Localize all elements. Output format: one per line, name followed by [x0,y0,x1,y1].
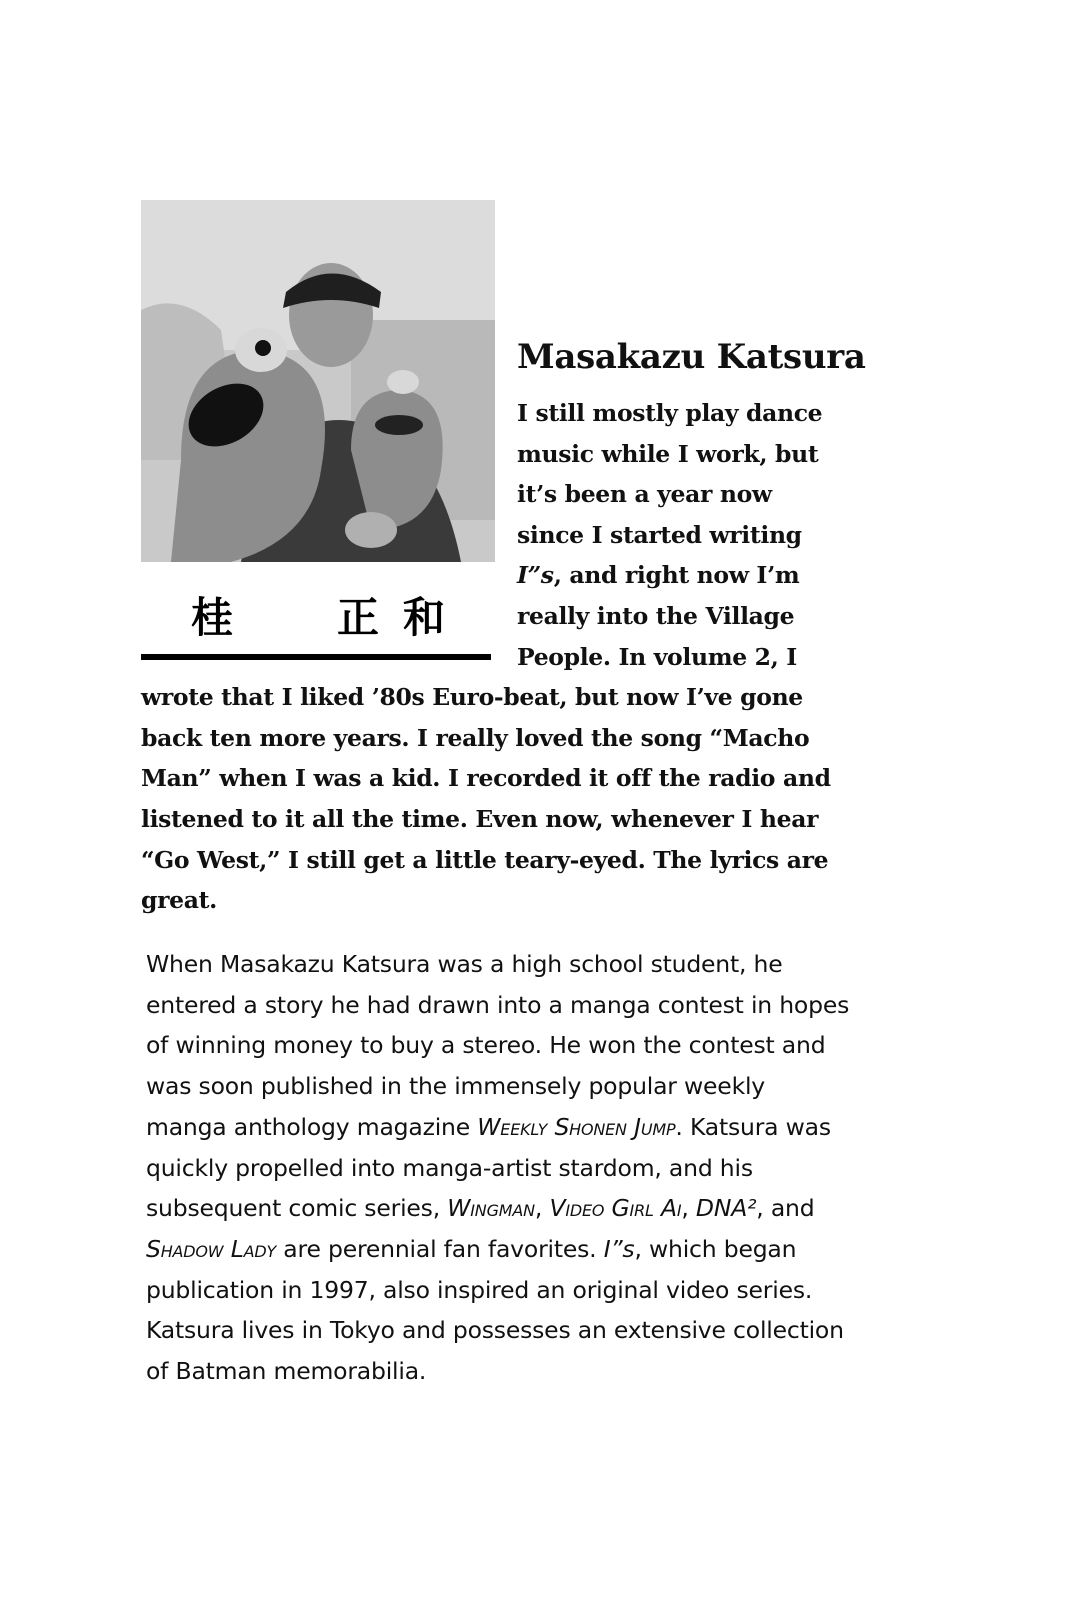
bio-series-wingman: Wingman [447,1194,535,1223]
comment-text-part1: I still mostly play dance music while I work, but it’s been a year now since I started writing [517,399,823,549]
comment-text-part2: , and right now I’m really into the Village People. In volume 2, I wrote that I liked ’80s Euro-beat, but now I’ve gone back ten more years. I really loved the song “Macho Man” when I was a kid. I recorded it off the radio and listened to it all the time. Even now, whenever I hear “Go West,” I still get a little teary-eyed. The lyrics are great. [141,561,831,915]
bio-separator-2: , [681,1194,696,1223]
bio-text-4: , which began publication in 1997, also inspired an original video series. Katsura lives in Tokyo and possesses an extensive collection of Batman memorabilia. [146,1234,844,1386]
bio-series-dna2: DNA² [695,1194,757,1223]
comment-title-is: I”s [517,561,554,590]
bio-text-2: . Katsura was quickly propelled into manga-artist stardom, and his subsequent comic series, [146,1112,831,1223]
bio-separator-1: , [534,1194,550,1223]
author-comment [141,393,846,921]
kanji-char-3: 和 [403,593,446,642]
bio-magazine-title: Weekly Shonen Jump [477,1112,676,1141]
bio-separator-3: , and [756,1194,815,1223]
bio-series-shadow-lady: Shadow Lady [146,1234,277,1263]
bio-text-3: are perennial fan favorites. [276,1234,604,1263]
kanji-char-1: 桂 [191,593,234,642]
bio-series-is: I”s [603,1234,635,1263]
bio-text-1: When Masakazu Katsura was a high school student, he entered a story he had drawn into a manga contest in hopes of winning money to buy a stereo. He won the contest and was soon published in the immensely popular weekly manga anthology magazine [146,950,850,1141]
author-name-heading: Masakazu Katsura [517,337,866,377]
author-biography [146,944,851,1392]
kanji-char-2: 正 [337,593,380,642]
bio-series-video-girl-ai: Video Girl Ai [549,1194,682,1223]
